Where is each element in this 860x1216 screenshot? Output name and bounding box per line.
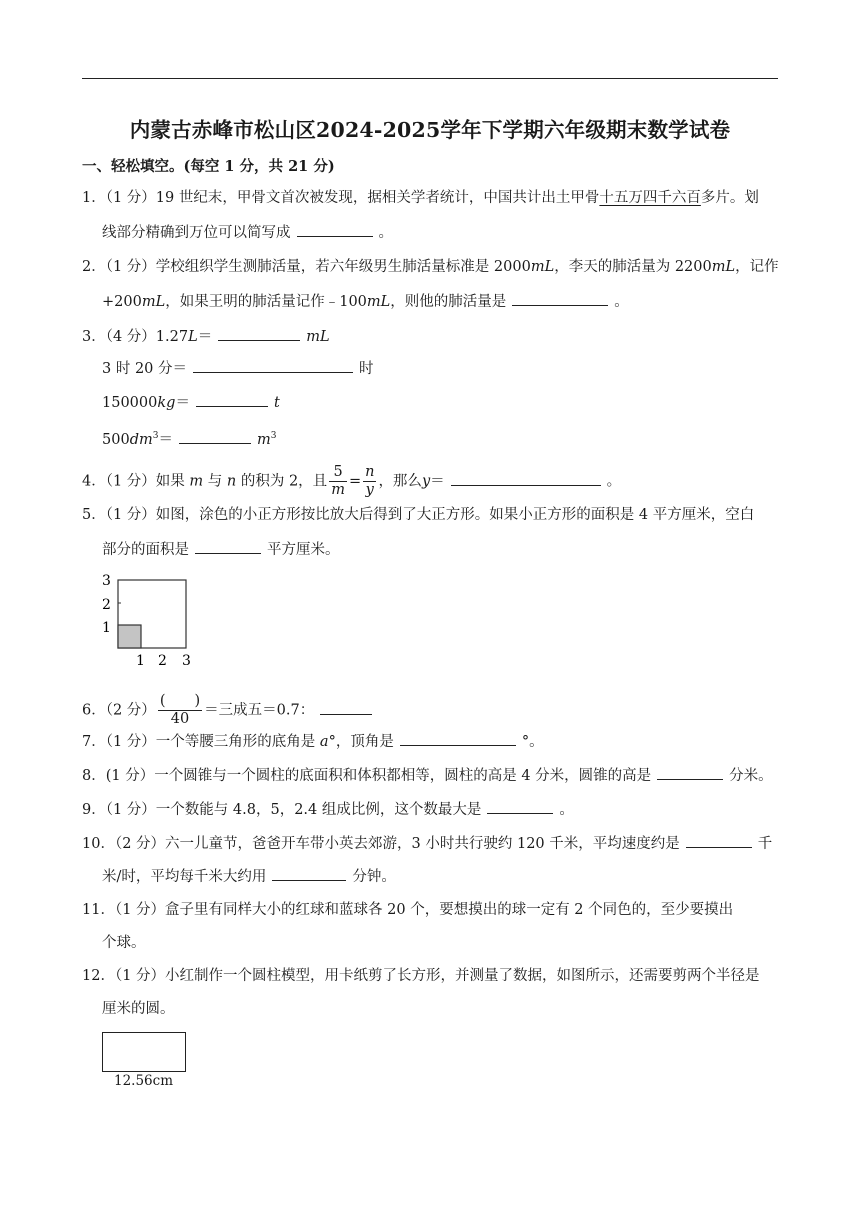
question-5-cont: 部分的面积是 平方厘米。 [102, 539, 340, 560]
answer-blank[interactable] [487, 799, 553, 814]
fraction-5-over-m: $\frac{5}{m}$ [331, 464, 345, 498]
answer-blank[interactable] [320, 700, 372, 715]
question-1-cont: 线部分精确到万位可以简写成 。 [102, 222, 393, 243]
rectangle-length-label: 12.56cm [114, 1073, 174, 1089]
x-tick-1: 1 [136, 653, 145, 669]
answer-blank[interactable] [272, 866, 346, 881]
fraction-n-over-y: $\frac{n}{y}$ [365, 464, 375, 498]
question-6: 6．（2 分） $\frac{( )}{40}$ ＝三成五＝0.7： [82, 693, 782, 728]
question-7: 7．（1 分）一个等腰三角形的底角是 a°，顶角是 °。 [82, 731, 782, 752]
answer-blank[interactable] [179, 429, 251, 444]
rectangle-figure [102, 1032, 186, 1072]
question-12-cont: 厘米的圆。 [102, 1001, 175, 1017]
answer-blank[interactable] [297, 222, 373, 237]
fraction-blank-over-40: $\frac{( )}{40}$ [159, 693, 201, 727]
x-tick-2: 2 [158, 653, 167, 669]
question-3-line2: 3 时 20 分＝ 时 [102, 358, 374, 379]
answer-blank[interactable] [218, 326, 300, 341]
answer-blank[interactable] [512, 291, 608, 306]
square-figure [96, 570, 200, 670]
question-3-line4: $500dm^3= m^3$ [102, 426, 276, 450]
answer-blank[interactable] [657, 765, 723, 780]
y-tick-2: 2 [102, 597, 111, 613]
y-tick-3: 3 [102, 573, 111, 589]
question-2-cont: +200mL，如果王明的肺活量记作﹣100mL，则他的肺活量是 。 [102, 291, 629, 312]
page-title: 内蒙古赤峰市松山区2024-2025学年下学期六年级期末数学试卷 [129, 118, 731, 142]
answer-blank[interactable] [686, 833, 752, 848]
header-rule [82, 78, 778, 79]
answer-blank[interactable] [400, 731, 516, 746]
question-9: 9．（1 分）一个数能与 4.8，5，2.4 组成比例，这个数最大是 。 [82, 799, 782, 820]
answer-blank[interactable] [196, 392, 268, 407]
shaded-small-square [118, 625, 141, 648]
underlined-number: 十五万四千六百 [599, 190, 701, 206]
answer-blank[interactable] [193, 358, 353, 373]
section-heading: 一、轻松填空。(每空 1 分，共 21 分) [82, 158, 335, 175]
question-4: 4．（1 分）如果 m 与 n 的积为 2，且 $\frac{5}{m}$ = $\frac{n}{y}$ ，那么y＝ 。 [82, 464, 622, 498]
question-12: 12．（1 分）小红制作一个圆柱模型，用卡纸剪了长方形，并测量了数据，如图所示，还需要剪两个半径是 [82, 968, 760, 984]
question-8: 8．(1 分）一个圆锥与一个圆柱的底面积和体积都相等，圆柱的高是 4 分米，圆锥的高是 分米。 [82, 765, 782, 786]
question-11-cont: 个球。 [102, 935, 146, 951]
x-tick-3: 3 [182, 653, 191, 669]
answer-blank[interactable] [451, 471, 601, 486]
question-11: 11．（1 分）盒子里有同样大小的红球和蓝球各 20 个，要想摸出的球一定有 2 个同色的，至少要摸出 [82, 902, 734, 918]
y-tick-1: 1 [102, 620, 111, 636]
question-2: 2．（1 分）学校组织学生测肺活量，若六年级男生肺活量标准是 2000mL，李天的肺活量为 2200mL，记作 [82, 259, 779, 275]
question-1: 1．（1 分）19 世纪末，甲骨文首次被发现，据相关学者统计，中国共计出土甲骨十五万四千六百多片。划 [82, 190, 759, 206]
answer-blank[interactable] [195, 539, 261, 554]
question-10: 10．（2 分）六一儿童节，爸爸开车带小英去郊游，3 小时共行驶约 120 千米，平均速度约是 千 [82, 833, 782, 854]
question-5: 5．（1 分）如图，涂色的小正方形按比放大后得到了大正方形。如果小正方形的面积是 4 平方厘米，空白 [82, 507, 755, 523]
question-3-line3: 150000kg＝ t [102, 392, 280, 413]
question-3: 3．（4 分）1.27L＝ mL [82, 326, 782, 347]
question-10-cont: 米/时，平均每千米大约用 分钟。 [102, 866, 396, 887]
